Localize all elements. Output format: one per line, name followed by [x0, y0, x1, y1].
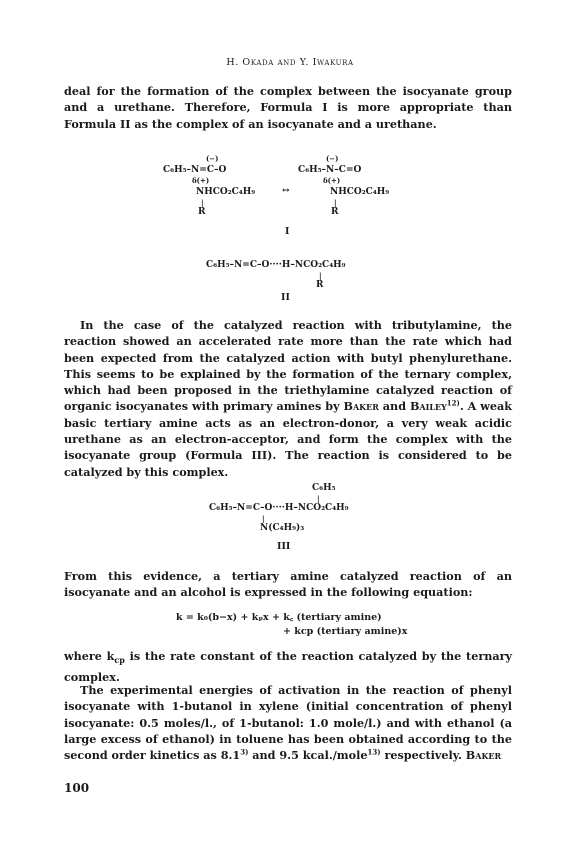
ref-author-baker-2: Baker	[465, 748, 502, 763]
formula-1-left-bond: |	[201, 198, 204, 207]
formula-3-top: C₆H₅	[312, 483, 336, 493]
formula-1-left-r: R	[198, 207, 206, 217]
formula-1-left-sub: NHCO₂C₄H₉	[196, 187, 256, 197]
reference-3: 3)	[240, 747, 249, 757]
formula-1-right-sub: NHCO₂C₄H₉	[330, 187, 390, 197]
reference-13: 13)	[367, 747, 381, 757]
formula-2-bond: |	[319, 271, 322, 280]
equation-line-1: k = k₀(b−x) + kₚx + k꜀ (tertiary amine)	[176, 612, 382, 623]
paragraph-4	[64, 648, 512, 685]
page-number: 100	[64, 781, 90, 795]
ref-author-bailey: Bailey	[409, 399, 447, 414]
formula-1-right-main: C₆H₅–N–C=O	[298, 165, 362, 175]
para5-text-2: and 9.5 kcal./mole	[248, 748, 368, 763]
reference-12: 12)	[446, 398, 460, 408]
formula-3-main: C₆H₅–N=C–O····H–NCO₂C₄H₉	[209, 503, 349, 513]
formula-1-right-charge: (−)	[326, 154, 339, 163]
para2-and: and	[378, 399, 410, 414]
formula-1-left-main: C₆H₅–N=C–O	[163, 165, 227, 175]
ref-author-baker: Baker	[343, 399, 379, 414]
paragraph-5	[64, 682, 512, 763]
para4-subscript: cp	[114, 655, 125, 666]
paragraph-1: deal for the formation of the complex between the isocyanate group and a urethane. Therefore, Formula I is more appropriate than Formula II as the complex of an isocyanate and a urethane.	[64, 84, 512, 131]
formula-1-resonance-arrow: ↔	[282, 186, 290, 196]
para2-text-1: In the case of the catalyzed reaction with tributylamine, the reaction showed an accelerated rate more than the rate which had been expected from the catalyzed action with butyl phenylurethane. This seems to be explained by the formation of the ternary complex, which had been proposed in the triethylamine catalyzed reaction of organic isocyanates with primary amines by	[64, 318, 512, 414]
para4-text-2: is the rate constant of the reaction catalyzed by the ternary complex.	[64, 649, 512, 684]
formula-1-left-charge: (−)	[206, 154, 219, 163]
paragraph-2	[64, 317, 512, 480]
formula-3-bond: |	[262, 514, 265, 523]
para2-text-2: . A weak basic tertiary amine acts as an electron-donor, a very weak acidic urethane as an electron-acceptor, and form the complex with the isocyanate group (Formula III). The reaction is considered to be catalyzed by this complex.	[64, 399, 513, 479]
formula-2-main: C₆H₅–N=C–O····H–NCO₂C₄H₉	[206, 260, 346, 270]
formula-1-label: I	[285, 226, 290, 237]
formula-1-right-delta: δ(+)	[323, 176, 341, 185]
formula-3-top-bond: |	[317, 494, 320, 503]
formula-2-label: II	[281, 292, 290, 303]
formula-3-label: III	[277, 541, 291, 552]
equation-line-2: + kcp (tertiary amine)x	[283, 626, 408, 637]
formula-1-right-r: R	[331, 207, 339, 217]
formula-1-right-bond: |	[334, 198, 337, 207]
running-header	[0, 57, 580, 68]
paragraph-3: From this evidence, a tertiary amine catalyzed reaction of an isocyanate and an alcohol is expressed in the following equation:	[64, 569, 512, 600]
header-authors: H. Okada and Y. Iwakura	[226, 57, 354, 68]
formula-3-amine: N(C₄H₉)₃	[260, 523, 305, 533]
formula-2-r: R	[316, 280, 324, 290]
para5-text-1: The experimental energies of activation in the reaction of phenyl isocyanate with 1-butanol in xylene (initial concentration of phenyl isocyanate: 0.5 moles/l., of 1-butanol: 1.0 mole/l.) and with ethanol (a large excess of ethanol) in toluene has been obtained according to the second order kinetics as 8.1	[64, 683, 512, 763]
formula-1-left-delta: δ(+)	[192, 176, 210, 185]
para4-text-1: where k	[64, 649, 115, 663]
para5-text-3: respectively.	[380, 748, 466, 763]
